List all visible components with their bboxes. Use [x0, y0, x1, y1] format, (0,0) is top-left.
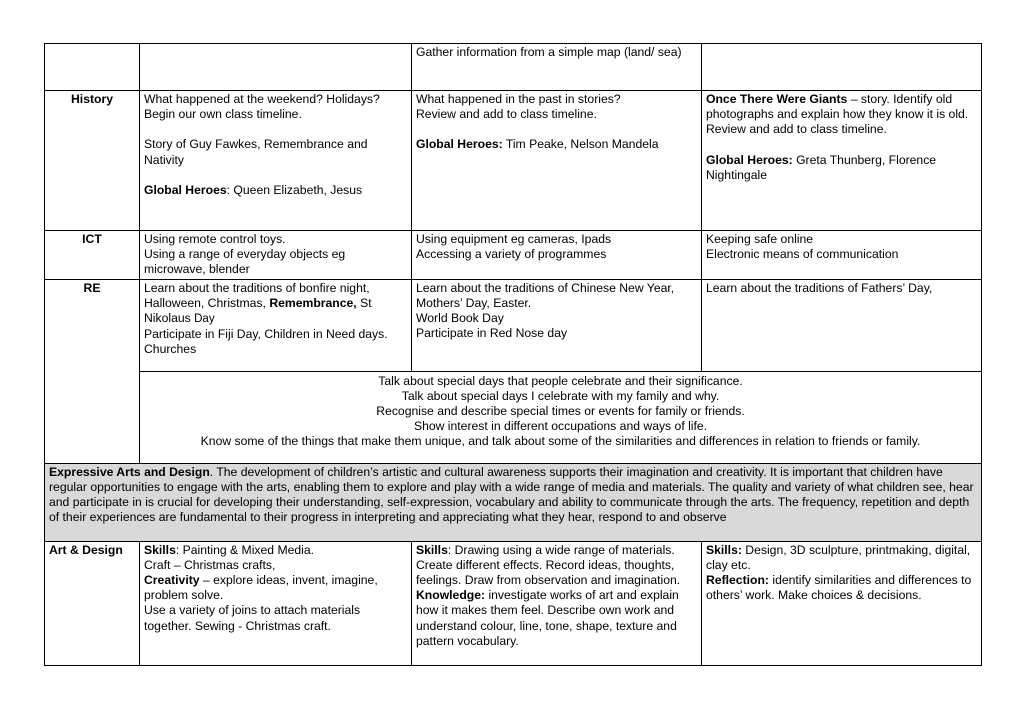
- spacer: [144, 122, 407, 137]
- subject-history: History: [45, 91, 140, 231]
- subject-art: Art & Design: [45, 541, 140, 665]
- re-spring: [412, 279, 702, 371]
- text-line: Review and add to class timeline.: [416, 107, 597, 122]
- spacer: [706, 138, 977, 153]
- knowledge-text: investigate works of art and explain how it makes them feel. Describe own work and understand colour, line, tone, shape, texture and pattern vocabulary.: [416, 588, 679, 648]
- subject-re: RE: [45, 279, 140, 463]
- text-part: Day: [194, 313, 215, 326]
- text-line: World Book Day: [416, 311, 504, 326]
- skills-line: [416, 543, 697, 589]
- subject-ict: ICT: [45, 231, 140, 280]
- text-line: Using equipment eg cameras, Ipads: [416, 232, 612, 246]
- creativity-label: Creativity: [144, 573, 200, 588]
- ead-heading: Expressive Arts and Design: [49, 464, 210, 479]
- creativity-line: [144, 573, 407, 603]
- text-line: Use a variety of joins to attach materials together. Sewing - Christmas craft.: [144, 603, 361, 633]
- skills-text: : Painting & Mixed Media.: [175, 542, 315, 557]
- re-row: [45, 279, 982, 371]
- ict-summer: [702, 231, 982, 280]
- text-part: St Nikolaus: [144, 295, 372, 326]
- history-autumn: [140, 91, 412, 231]
- ead-description: [45, 463, 982, 541]
- story-text: – story. Identify old photographs and explain how they know it is old.: [706, 92, 969, 122]
- art-summer: [702, 541, 982, 665]
- common-line: Know some of the things that make them unique, and talk about some of the similarities and differences in relation to friends or family.: [200, 434, 921, 449]
- common-line: Recognise and describe special times or events for family or friends.: [376, 404, 745, 419]
- spacer: [416, 122, 697, 137]
- text-line: Using a range of everyday objects eg microwave, blender: [144, 247, 346, 277]
- reflection-line: [706, 573, 977, 603]
- text-line: Learn about the traditions of Fathers’ Day,: [706, 280, 933, 295]
- skills-line: [144, 543, 407, 558]
- creativity-text: – explore ideas, invent, imagine, problem solve.: [144, 573, 378, 603]
- history-summer: [702, 91, 982, 231]
- text-line: Using remote control toys.: [144, 232, 286, 246]
- text-part: Learn about the traditions of bonfire night, Halloween, Christmas,: [144, 280, 370, 310]
- re-summer: [702, 279, 982, 371]
- bold-part: Remembrance,: [269, 295, 357, 310]
- text-line: What happened at the weekend? Holidays?: [144, 92, 380, 106]
- heroes-label: Global Heroes: [144, 182, 227, 197]
- text-line: Keeping safe online: [706, 232, 814, 246]
- map-text: Gather information from a simple map (land/ sea): [416, 45, 682, 59]
- reflection-label: Reflection:: [706, 573, 769, 588]
- geography-continued-row: [45, 44, 982, 91]
- text-line: Accessing a variety of programmes: [416, 247, 607, 262]
- story-title: Once There Were Giants: [706, 92, 848, 106]
- text-line: What happened in the past in stories?: [416, 92, 621, 106]
- heroes-label: Global Heroes:: [416, 137, 503, 152]
- re-common: [140, 371, 982, 463]
- common-line: Show interest in different occupations and ways of life.: [413, 419, 708, 434]
- text-line: Churches: [144, 342, 197, 357]
- text-line: Participate in Red Nose day: [416, 326, 568, 341]
- spacer: [144, 168, 407, 183]
- art-spring: [412, 541, 702, 665]
- heroes-line: [144, 183, 407, 198]
- text-line: Participate in Fiji Day, Children in Need days.: [144, 327, 388, 342]
- traditions-line: [144, 281, 407, 328]
- giants-line: [706, 92, 977, 122]
- text-line: Electronic means of communication: [706, 247, 899, 262]
- text-line: Story of Guy Fawkes, Remembrance and Nativity: [144, 137, 368, 167]
- spring-cell: [412, 44, 702, 91]
- knowledge-line: [416, 588, 697, 649]
- heroes-label: Global Heroes:: [706, 152, 793, 167]
- ead-paragraph: [49, 465, 977, 526]
- summer-cell: [702, 44, 982, 91]
- ead-row: [45, 463, 982, 541]
- skills-text: Design, 3D sculpture, printmaking, digital, clay etc.: [706, 542, 971, 572]
- skills-line: [706, 543, 977, 573]
- autumn-cell: [140, 44, 412, 91]
- re-common-row: [45, 371, 982, 463]
- history-spring: [412, 91, 702, 231]
- heroes-text: : Queen Elizabeth, Jesus: [226, 182, 363, 197]
- ead-text: . The development of children’s artistic and cultural awareness supports their imagination and creativity. It is important that children have regular opportunities to engage with the arts, enabling them to explore and play with a wide range of media and materials. The quality and variety of what children see, hear and participate in is crucial for developing their understanding, self-expression, vocabulary and ability to communicate through the arts. The frequency, repetition and depth of their experiences are fundamental to their progress in interpreting and appreciating what they hear, respond to and observe: [49, 464, 974, 525]
- common-line: Talk about special days I celebrate with my family and why.: [401, 388, 720, 403]
- text-line: Craft – Christmas crafts,: [144, 557, 276, 572]
- text-line: Review and add to class timeline.: [706, 122, 887, 137]
- text-line: Learn about the traditions of Chinese New Year, Mothers’ Day, Easter.: [416, 280, 675, 310]
- ict-row: [45, 231, 982, 280]
- common-line: Talk about special days that people celebrate and their significance.: [378, 373, 743, 388]
- art-autumn: [140, 541, 412, 665]
- re-autumn: [140, 279, 412, 371]
- text-line: Begin our own class timeline.: [144, 107, 302, 122]
- heroes-text: Greta Thunberg, Florence Nightingale: [706, 152, 937, 182]
- skills-label: Skills: [416, 542, 448, 557]
- skills-label: Skills: [144, 542, 176, 557]
- ict-autumn: [140, 231, 412, 280]
- ict-spring: [412, 231, 702, 280]
- skills-text: : Drawing using a wide range of materials. Create different effects. Record ideas, thoughts, feelings. Draw from observation and imagination.: [416, 542, 681, 588]
- subject-cell: [45, 44, 140, 91]
- art-row: [45, 541, 982, 665]
- knowledge-label: Knowledge:: [416, 588, 486, 603]
- skills-label: Skills:: [706, 542, 742, 557]
- reflection-text: identify similarities and differences to others’ work. Make choices & decisions.: [706, 573, 972, 603]
- heroes-line: [416, 137, 697, 152]
- history-row: [45, 91, 982, 231]
- curriculum-table: [44, 43, 982, 666]
- heroes-line: [706, 153, 977, 183]
- heroes-text: Tim Peake, Nelson Mandela: [502, 137, 659, 152]
